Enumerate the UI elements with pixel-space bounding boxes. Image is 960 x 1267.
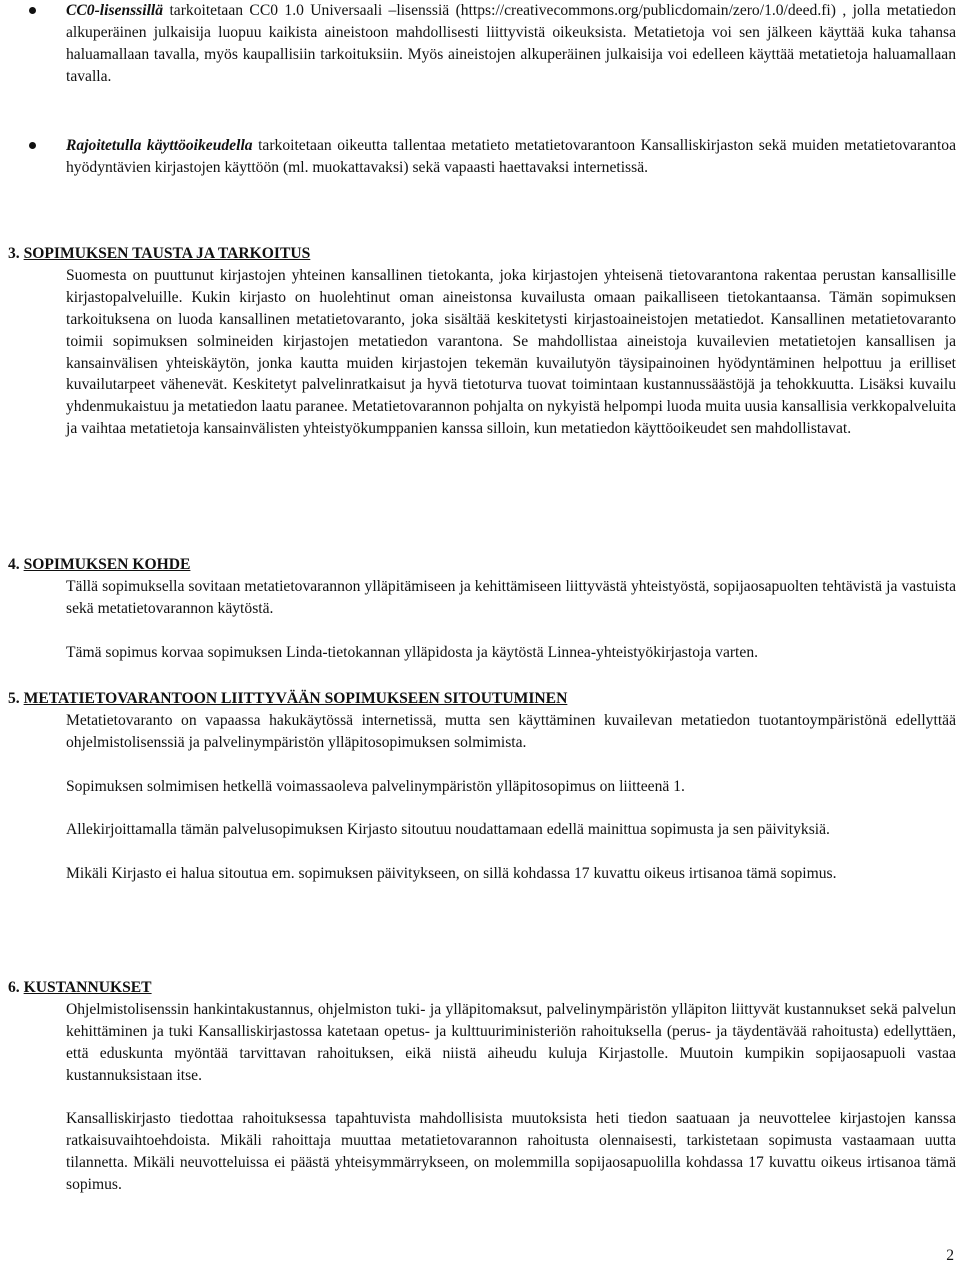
section-heading xyxy=(8,977,956,999)
section-heading xyxy=(8,243,956,265)
section-3 xyxy=(8,243,956,440)
section-number: 5. xyxy=(8,690,20,707)
section-title: KUSTANNUKSET xyxy=(23,979,152,996)
section-paragraph: Tällä sopimuksella sovitaan metatietovarannon ylläpitämiseen ja kehittämiseen liittyvästä yhteistyöstä, sopijaosapuolten tehtävistä ja vastuista sekä metatietovarannon käytöstä. xyxy=(66,577,956,617)
section-title: SOPIMUKSEN TAUSTA JA TARKOITUS xyxy=(23,245,311,262)
section-paragraph: Mikäli Kirjasto ei halua sitoutua em. sopimuksen päivitykseen, on sillä kohdassa 17 kuvattu oikeus irtisanoa tämä sopimus. xyxy=(66,865,837,883)
section-6 xyxy=(8,977,956,1196)
section-heading xyxy=(8,554,956,576)
section-title: METATIETOVARANTOON LIITTYVÄÄN SOPIMUKSEEN SITOUTUMINEN xyxy=(23,690,568,707)
section-heading xyxy=(8,688,956,710)
section-paragraph: Tämä sopimus korvaa sopimuksen Linda-tietokannan ylläpidosta ja käytöstä Linnea-yhteistyökirjastoja varten. xyxy=(66,643,759,661)
section-5 xyxy=(8,688,956,885)
section-paragraph: Suomesta on puuttunut kirjastojen yhteinen kansallinen tietokanta, joka kirjastojen yhteisenä tietovarantona rakentaa perustan kansallisille kirjastopalveluille. Kukin kirjasto on huolehtinut oman aineistonsa kuvailusta omaan paikalliseen tietokantaansa. Tämän sopimuksen tarkoituksena on luoda kansallinen metatietovaranto, joka sisältää keskitetysti kirjastoaineistojen metatiedot. Kansallinen metatietovaranto toimii sopimuksen solmineiden kirjastojen metatiedon varantona. Se mahdollistaa aineistoja kuvailevien metatietojen kansallisen ja kansainvälisen yhteiskäytön, jonka kautta muiden kirjastojen tekemän kuvailutyön täysipainoinen hyödyntäminen helpottuu ja erilliset kuvailutarpeet vähenevät. Keskitetyt palvelinratkaisut ja hyvä tietoturva tuovat toimintaan kustannussäästöjä ja tehokkuutta. Lisäksi kuvailu yhdenmukaistuu ja metatiedon laatu paranee. Metatietovarannon pohjalta on nykyistä helpompi luoda muita uusia kansallisia verkkopalveluita ja vaihtaa metatietoja kansainvälisten yhteistyökumppanien kanssa silloin, kun metatiedon käyttöoikeudet sen mahdollistavat. xyxy=(66,266,956,438)
bullet-item-restricted-use xyxy=(66,135,956,179)
bullet-icon xyxy=(29,7,36,14)
section-paragraph: Allekirjoittamalla tämän palvelusopimuksen Kirjasto sitoutuu noudattamaan edellä mainittua sopimusta ja sen päivityksiä. xyxy=(66,821,830,839)
bullet-item-cc0-license xyxy=(66,0,956,88)
bullet-term: Rajoitetulla käyttöoikeudella xyxy=(66,137,253,154)
section-paragraph: Ohjelmistolisenssin hankintakustannus, ohjelmiston tuki- ja ylläpitomaksut, palvelinympäristön ylläpiton liittyvät kustannukset sekä palvelun kehittäminen ja tuki Kansalliskirjastossa katetaan opetus- ja kulttuuriministeriön rahoituksella (perus- ja täydentävää rahoitusta) edellyttäen, että eduskunta myöntää tarvittavan rahoituksen, eikä niistä aiheudu kuluja Kirjastolle. Muutoin kumpikin sopijaosapuoli vastaa kustannuksistaan itse. xyxy=(66,1000,956,1084)
bullet-term: CC0-lisenssillä xyxy=(66,2,164,19)
section-number: 4. xyxy=(8,556,20,573)
section-paragraph: Sopimuksen solmimisen hetkellä voimassaoleva palvelinympäristön ylläpitosopimus on liitteenä 1. xyxy=(66,777,685,795)
section-paragraph: Metatietovaranto on vapaassa hakukäytössä internetissä, mutta sen käyttäminen kuvailevan metatiedon tuotantoympäristönä edellyttää ohjelmistolisenssiä ja palvelinympäristön ylläpitosopimuksen solmimista. xyxy=(66,711,956,751)
section-paragraph: Kansalliskirjasto tiedottaa rahoituksessa tapahtuvista mahdollisista muutoksista heti tiedon saatuaan ja neuvottelee kirjastojen kanssa ratkaisuvaihtoehdoista. Mikäli rahoittaja muuttaa metatietovarannon rahoitusta olennaisesti, tarkistetaan sopimusta vastaamaan uutta tilannetta. Mikäli neuvotteluissa ei päästä yhteisymmärrykseen, on molemmilla sopijaosapuolilla kohdassa 17 kuvattu oikeus irtisanoa tämä sopimus. xyxy=(66,1110,956,1194)
page-number: 2 xyxy=(946,1247,954,1264)
bullet-text: tarkoitetaan CC0 1.0 Universaali –lisenssiä (https://creativecommons.org/publicdomain/zero/1.0/deed.fi) , jolla metatiedon alkuperäinen julkaisija luopuu kaikista aineistoon mahdollisesti liittyvistä oikeuksista. Metatietoja voi sen jälkeen käyttää kuka tahansa haluamallaan tavalla, myös kaupallisiin tarkoituksiin. Myös aineistojen alkuperäinen julkaisija voi edelleen käyttää metatietoja haluamallaan tavalla. xyxy=(66,2,956,85)
bullet-icon xyxy=(29,142,36,149)
section-4 xyxy=(8,554,956,664)
bullet-text: tarkoitetaan oikeutta tallentaa metatieto metatietovarantoon Kansalliskirjaston sekä muiden metatietovarantoa hyödyntävien kirjastojen käyttöön (ml. muokattavaksi) sekä vapaasti haettavaksi internetissä. xyxy=(66,137,956,176)
section-number: 6. xyxy=(8,979,20,996)
section-title: SOPIMUKSEN KOHDE xyxy=(23,556,191,573)
section-number: 3. xyxy=(8,245,20,262)
